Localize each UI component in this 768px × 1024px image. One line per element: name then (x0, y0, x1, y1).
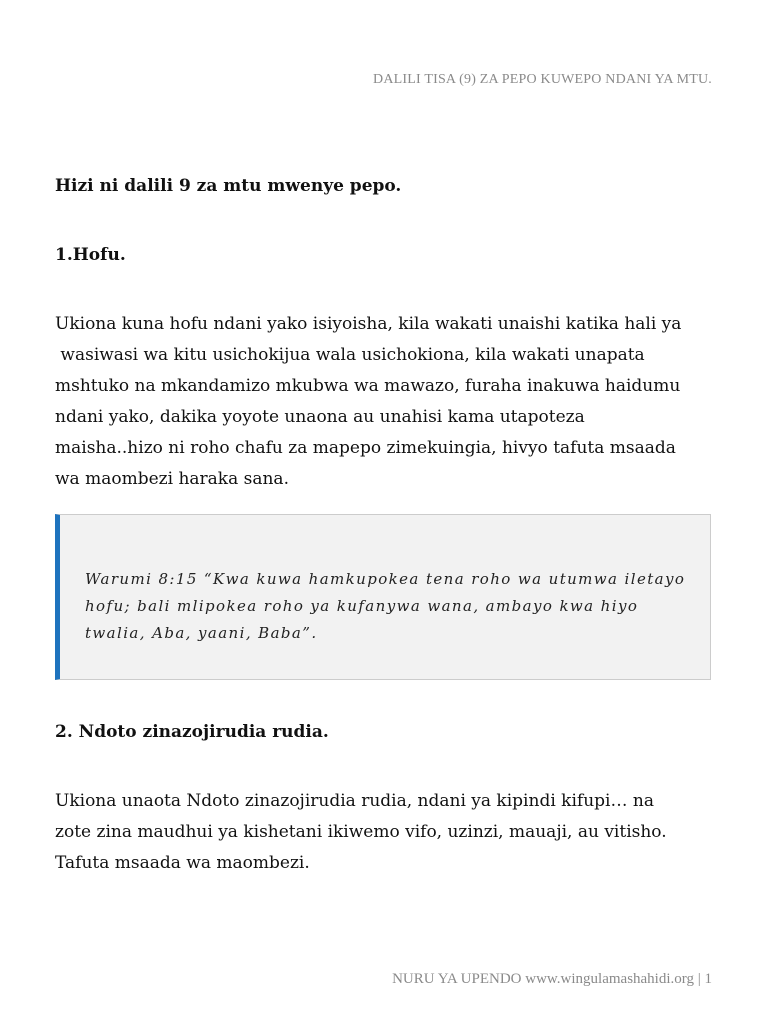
blockquote-line: Warumi 8:15 “Kwa kuwa hamkupokea tena roho wa utumwa iletayo (85, 570, 686, 588)
paragraph-line: wasiwasi wa kitu usichokijua wala usichokiona, kila wakati unapata (55, 345, 645, 365)
paragraph-line: zote zina maudhui ya kishetani ikiwemo vifo, uzinzi, mauaji, au vitisho. (55, 822, 667, 842)
running-header: DALILI TISA (9) ZA PEPO KUWEPO NDANI YA MTU. (373, 72, 712, 87)
section-1-heading: 1.Hofu. (55, 245, 126, 265)
blockquote-line: hofu; bali mlipokea roho ya kufanywa wana, ambayo kwa hiyo (85, 597, 639, 615)
paragraph-line: maisha..hizo ni roho chafu za mapepo zimekuingia, hivyo tafuta msaada (55, 438, 676, 458)
paragraph-line: Ukiona kuna hofu ndani yako isiyoisha, kila wakati unaishi katika hali ya (55, 314, 682, 334)
paragraph-line: wa maombezi haraka sana. (55, 469, 289, 489)
blockquote-text (85, 566, 695, 647)
scripture-blockquote (55, 514, 711, 680)
paragraph-line: ndani yako, dakika yoyote unaona au unahisi kama utapoteza (55, 407, 585, 427)
intro-heading: Hizi ni dalili 9 za mtu mwenye pepo. (55, 176, 402, 196)
paragraph-line: Ukiona unaota Ndoto zinazojirudia rudia, ndani ya kipindi kifupi… na (55, 791, 654, 811)
section-2-heading: 2. Ndoto zinazojirudia rudia. (55, 722, 329, 742)
page-footer: NURU YA UPENDO www.wingulamashahidi.org | 1 (392, 971, 712, 987)
section-2-paragraph (55, 786, 715, 879)
paragraph-line: mshtuko na mkandamizo mkubwa wa mawazo, furaha inakuwa haidumu (55, 376, 681, 396)
paragraph-line: Tafuta msaada wa maombezi. (55, 853, 310, 873)
section-1-paragraph (55, 309, 715, 495)
blockquote-line: twalia, Aba, yaani, Baba”. (85, 624, 318, 642)
